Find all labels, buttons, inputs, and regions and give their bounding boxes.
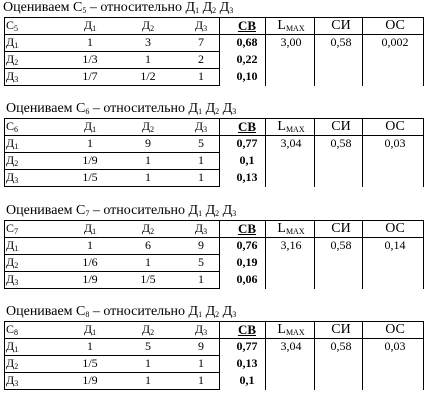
si-value: 0,58 [330,136,352,150]
si-value: 0,58 [330,339,352,353]
cell-cv: 0,13 [236,356,258,370]
os-value: 0,03 [384,136,406,150]
cell-cv: 0,77 [236,339,258,353]
table-border [4,288,220,289]
table-border [314,220,315,289]
cell-d3: 1 [198,170,204,184]
table-border [4,135,424,136]
col-d3-header: $Д_3$ [194,322,208,337]
table-border [4,118,5,187]
col-d1-header: $Д_1$ [83,119,97,134]
cell-d3: 5 [198,136,204,150]
table-border [423,118,424,187]
table-border [4,254,220,255]
cell-d2: 1 [145,255,151,269]
cell-d3: 9 [198,238,204,252]
table-border [423,17,424,86]
cell-d1: 1 [87,339,93,353]
col-cv-header: СВ [237,18,257,33]
os-value: 0,14 [384,238,406,252]
row-label: $Д_1$ [6,238,19,253]
col-d2-header: $Д_2$ [141,119,155,134]
section-С5 [0,0,427,100]
cell-cv: 0,06 [236,272,258,286]
row-label: $Д_3$ [6,373,19,388]
col-os-header: ОС [385,221,405,236]
criterion-header: $С_5$ [6,18,19,33]
cell-d2: 9 [145,136,151,150]
os-value: 0,002 [381,35,409,49]
cell-d1: 1/9 [82,272,98,286]
col-si-header: СИ [331,119,351,134]
cell-d2: 1/5 [140,272,156,286]
os-value: 0,03 [384,339,406,353]
cell-cv: 0,68 [236,35,258,49]
col-d2-header: $Д_2$ [141,18,155,33]
cell-d1: 1/3 [82,52,98,66]
cell-d1: 1/5 [82,356,98,370]
cell-cv: 0,1 [239,373,255,387]
cell-d1: 1 [87,238,93,252]
table-border [4,271,220,272]
table-border [265,321,266,390]
criterion-header: $С_8$ [6,322,19,337]
table-border [4,17,424,18]
col-os-header: ОС [385,18,405,33]
section-title: Оцениваем $С_8$ – относительно $Д_1$ $Д_2$ $Д_3$ [6,304,237,319]
cell-cv: 0,13 [236,170,258,184]
table-border [4,372,220,373]
cell-d2: 1 [145,170,151,184]
table-border [265,17,266,86]
cell-d2: 6 [145,238,151,252]
table-border [4,321,424,322]
cell-d2: 1 [145,153,151,167]
row-label: $Д_1$ [6,136,19,151]
col-cv-header: СВ [237,322,257,337]
cell-d2: 3 [145,35,151,49]
table-border [314,17,315,86]
section-С8 [0,304,427,404]
table-border [4,34,424,35]
cell-d3: 2 [198,52,204,66]
table-border [4,152,220,153]
table-border [362,220,363,289]
table-border [219,220,220,289]
cell-d3: 1 [198,153,204,167]
cell-d1: 1/9 [82,373,98,387]
col-lmax-header: $L_{MAX}$ [277,221,305,236]
row-label: $Д_3$ [6,170,19,185]
col-si-header: СИ [331,18,351,33]
cell-cv: 0,76 [236,238,258,252]
cell-d1: 1 [87,35,93,49]
si-value: 0,58 [330,35,352,49]
table-border [219,17,220,86]
col-os-header: ОС [385,322,405,337]
lmax-value: 3,04 [280,136,302,150]
table-border [265,220,266,289]
col-d2-header: $Д_2$ [141,322,155,337]
table-border [362,321,363,390]
col-si-header: СИ [331,221,351,236]
cell-d3: 7 [198,35,204,49]
cell-cv: 0,22 [236,52,258,66]
table-border [4,51,220,52]
cell-d1: 1/9 [82,153,98,167]
table-border [4,85,220,86]
section-title: Оцениваем $С_6$ – относительно $Д_1$ $Д_2$ $Д_3$ [6,101,237,116]
row-label: $Д_1$ [6,339,19,354]
table-border [219,118,220,187]
table-border [314,118,315,187]
cell-d3: 1 [198,272,204,286]
cell-d3: 1 [198,356,204,370]
col-cv-header: СВ [237,221,257,236]
table-border [4,338,424,339]
row-label: $Д_2$ [6,255,19,270]
cell-cv: 0,10 [236,69,258,83]
table-border [362,118,363,187]
cell-cv: 0,77 [236,136,258,150]
lmax-value: 3,04 [280,339,302,353]
col-d3-header: $Д_3$ [194,18,208,33]
cell-d2: 1 [145,52,151,66]
cell-d1: 1/6 [82,255,98,269]
table-border [4,355,220,356]
table-border [362,17,363,86]
si-value: 0,58 [330,238,352,252]
table-border [4,321,5,390]
table-border [4,389,220,390]
cell-d1: 1/5 [82,170,98,184]
col-lmax-header: $L_{MAX}$ [277,119,305,134]
row-label: $Д_2$ [6,153,19,168]
table-border [4,68,220,69]
row-label: $Д_2$ [6,356,19,371]
section-title: Оцениваем $С_5$ – относительно $Д_1$ $Д_2$ $Д_3$ [3,0,234,15]
section-title: Оцениваем $С_7$ – относительно $Д_1$ $Д_2$ $Д_3$ [6,203,237,218]
col-d1-header: $Д_1$ [83,221,97,236]
table-border [4,17,5,86]
col-cv-header: СВ [237,119,257,134]
table-border [4,237,424,238]
table-border [4,169,220,170]
table-border [4,118,424,119]
cell-cv: 0,19 [236,255,258,269]
row-label: $Д_1$ [6,35,19,50]
cell-d2: 1/2 [140,69,156,83]
section-С6 [0,101,427,201]
row-label: $Д_3$ [6,69,19,84]
col-lmax-header: $L_{MAX}$ [277,322,305,337]
table-border [4,220,424,221]
criterion-header: $С_7$ [6,221,19,236]
cell-d3: 9 [198,339,204,353]
table-border [314,321,315,390]
table-border [423,321,424,390]
table-border [4,186,220,187]
col-os-header: ОС [385,119,405,134]
col-d2-header: $Д_2$ [141,221,155,236]
col-si-header: СИ [331,322,351,337]
lmax-value: 3,16 [280,238,302,252]
cell-d3: 5 [198,255,204,269]
col-d3-header: $Д_3$ [194,221,208,236]
cell-d1: 1/7 [82,69,98,83]
col-lmax-header: $L_{MAX}$ [277,18,305,33]
table-border [265,118,266,187]
cell-d2: 5 [145,339,151,353]
cell-d3: 1 [198,373,204,387]
lmax-value: 3,00 [280,35,302,49]
criterion-header: $С_6$ [6,119,19,134]
section-С7 [0,203,427,303]
col-d3-header: $Д_3$ [194,119,208,134]
cell-d3: 1 [198,69,204,83]
table-border [219,321,220,390]
row-label: $Д_3$ [6,272,19,287]
table-border [4,220,5,289]
col-d1-header: $Д_1$ [83,18,97,33]
cell-d2: 1 [145,356,151,370]
cell-cv: 0,1 [239,153,255,167]
cell-d1: 1 [87,136,93,150]
cell-d2: 1 [145,373,151,387]
table-border [423,220,424,289]
row-label: $Д_2$ [6,52,19,67]
col-d1-header: $Д_1$ [83,322,97,337]
